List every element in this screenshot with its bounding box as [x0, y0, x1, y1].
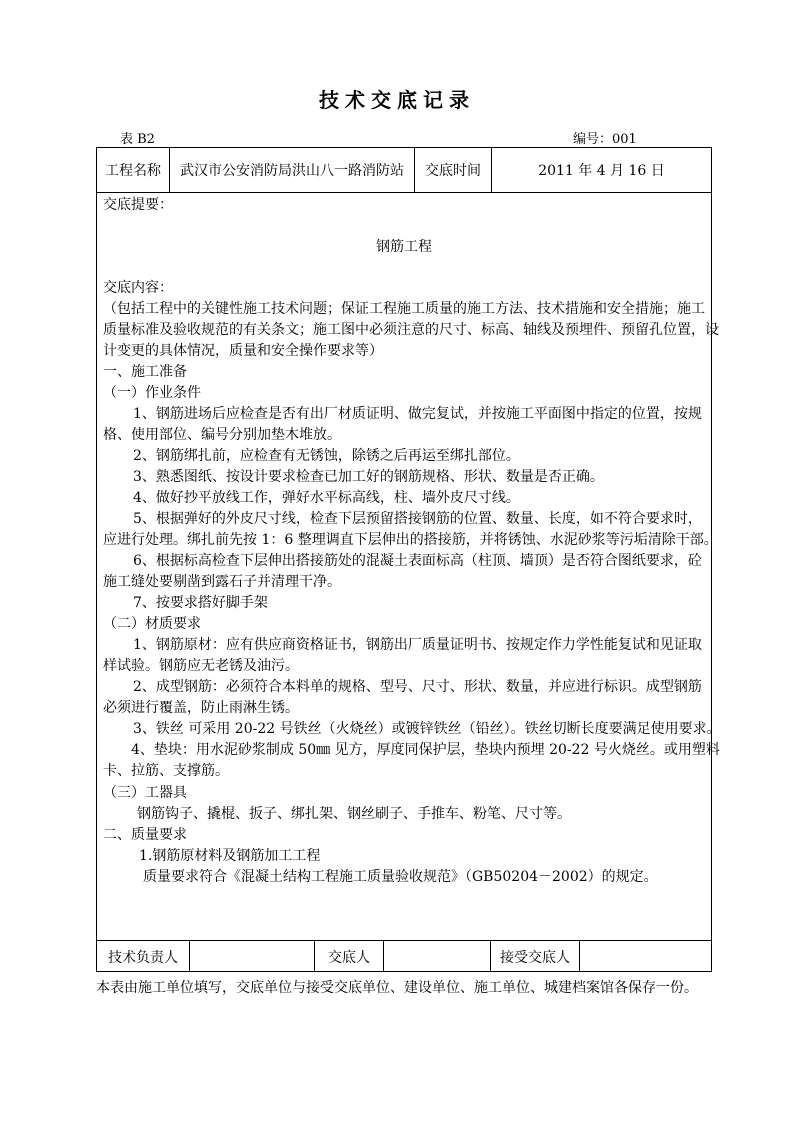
handover-person-label: 交底人 — [328, 949, 370, 966]
section-heading: 二、质量要求 — [103, 827, 187, 843]
content-line: 格、使用部位、编号分别加垫木堆放。 — [103, 427, 341, 443]
receiver-label: 接受交底人 — [500, 949, 570, 966]
content-line: 5、根据弹好的外皮尺寸线，检查下层预留搭接钢筋的位置、数量、长度，如不符合要求时， — [133, 511, 702, 527]
footnote: 本表由施工单位填写，交底单位与接受交底单位、建设单位、施工单位、城建档案馆各保存一份。 — [96, 980, 698, 996]
content-line: 4、垫块：用水泥砂浆制成 50㎜ 见方，厚度同保护层，垫块内预埋 20-22 号火烧丝。或用塑料 — [131, 742, 720, 758]
project-name-value: 武汉市公安消防局洪山八一路消防站 — [180, 163, 404, 179]
section-heading: 一、施工准备 — [103, 364, 187, 380]
handover-content — [97, 193, 721, 940]
receiver-signature[interactable] — [580, 941, 711, 972]
tech-lead-label: 技术负责人 — [108, 949, 178, 966]
subsection-heading: （一）作业条件 — [103, 385, 201, 401]
content-line: 1.钢筋原材料及钢筋加工工程 — [139, 848, 321, 864]
content-line: 应进行处理。绑扎前先按 1：6 整理调直下层伸出的搭接筋，并将锈蚀、水泥砂浆等污垢清除干部。 — [103, 532, 718, 548]
signature-row — [97, 940, 711, 972]
serial-number: 编号：001 — [573, 132, 637, 147]
handover-date-value: 2011 年 4 月 16 日 — [538, 163, 665, 179]
content-line: 2、钢筋绑扎前，应检查有无锈蚀，除锈之后再运至绑扎部位。 — [133, 448, 520, 464]
content-line: 质量要求符合《混凝土结构工程施工质量验收规范》（GB50204－2002）的规定。 — [143, 869, 658, 885]
content-line: 1、钢筋进场后应检查是否有出厂材质证明、做完复试，并按施工平面图中指定的位置，按规 — [133, 406, 702, 422]
content-line: 钢筋钩子、撬棍、扳子、绑扎架、钢丝刷子、手推车、粉笔、尺寸等。 — [137, 806, 571, 822]
content-line: 2、成型钢筋：必须符合本料单的规格、型号、尺寸、形状、数量，并应进行标识。成型钢筋 — [133, 679, 702, 695]
content-line: 计变更的具体情况，质量和安全操作要求等） — [103, 343, 383, 359]
content-label: 交底内容： — [103, 280, 173, 296]
document-title: 技术交底记录 — [319, 88, 475, 112]
content-line: 3、铁丝 可采用 20-22 号铁丝（火烧丝）或镀锌铁丝（铅丝）。铁丝切断长度要满足使用要求。 — [133, 721, 721, 737]
content-line: 1、钢筋原材：应有供应商资格证书，钢筋出厂质量证明书、按规定作力学性能复试和见证取 — [133, 637, 702, 653]
summary-value: 钢筋工程 — [376, 239, 432, 255]
handover-date-label: 交底时间 — [425, 163, 481, 179]
form-code: 表 B2 — [120, 132, 155, 147]
content-line: 必须进行覆盖，防止雨淋生锈。 — [103, 700, 299, 716]
content-line: 质量标准及验收规范的有关条文；施工图中必须注意的尺寸、标高、轴线及预埋件、预留孔位置，设 — [103, 322, 719, 338]
project-name-label: 工程名称 — [105, 163, 161, 179]
content-line: 4、做好抄平放线工作，弹好水平标高线，柱、墙外皮尺寸线。 — [133, 490, 520, 506]
content-line: 6、根据标高检查下层伸出搭接筋处的混凝土表面标高（柱顶、墙顶）是否符合图纸要求，砼 — [133, 553, 702, 569]
project-row — [97, 148, 711, 193]
content-line: 卡、拉筋、支撑筋。 — [103, 763, 229, 779]
content-line: 施工缝处要剔凿到露石子并清理干净。 — [103, 574, 341, 590]
content-line: （包括工程中的关键性施工技术问题；保证工程施工质量的施工方法、技术措施和安全措施；施工 — [103, 301, 705, 317]
handover-person-signature[interactable] — [384, 941, 490, 972]
record-table — [96, 147, 721, 972]
content-line: 样试验。钢筋应无老锈及油污。 — [103, 658, 299, 674]
content-line: 7、按要求搭好脚手架 — [133, 595, 268, 611]
subsection-heading: （三）工器具 — [103, 785, 187, 801]
summary-label: 交底提要： — [103, 197, 173, 213]
tech-lead-signature[interactable] — [190, 941, 314, 972]
subsection-heading: （二）材质要求 — [103, 616, 201, 632]
content-line: 3、熟悉图纸、按设计要求检查已加工好的钢筋规格、形状、数量是否正确。 — [133, 469, 604, 485]
